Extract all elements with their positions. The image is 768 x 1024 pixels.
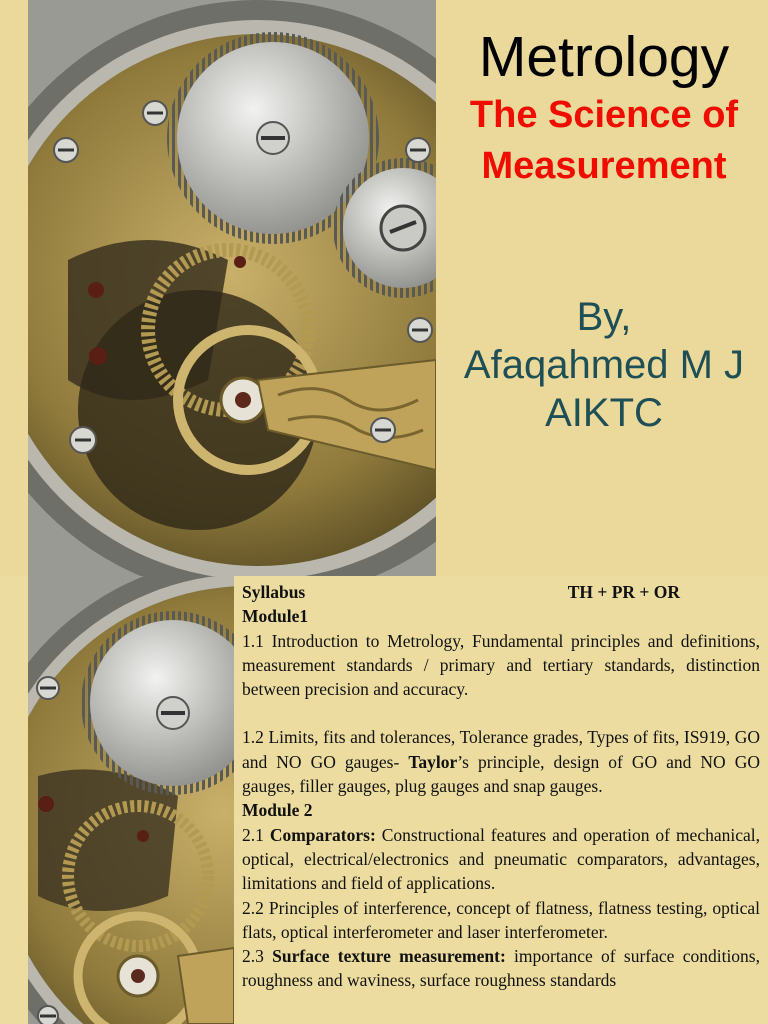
topic-2-1: 2.1 Comparators: Constructional features and operation of mechanical, optical, electrical/electronics and pneumatic comparators, advantages, limitations and field of applications. bbox=[242, 824, 760, 894]
topic-2-3-text: importance of surface conditions, roughness and waviness, surface roughness standards bbox=[242, 946, 760, 991]
pocket-watch-movement-image bbox=[28, 0, 436, 576]
module-2-heading: Module 2 bbox=[242, 800, 313, 821]
pocket-watch-movement-image-small bbox=[28, 576, 234, 1024]
subtitle-line-2: Measurement bbox=[481, 145, 727, 187]
by-label: By, bbox=[576, 295, 632, 339]
topic-1-1: 1.1 Introduction to Metrology, Fundamental principles and definitions, measurement standards / primary and tertiary standards, distinction between precision and accuracy. bbox=[242, 630, 760, 700]
topic-1-2 bbox=[242, 725, 760, 798]
taylor-keyword: Taylor bbox=[408, 751, 458, 772]
scheme-label: TH + PR + OR bbox=[567, 582, 680, 602]
subtitle-line-1: The Science of bbox=[469, 94, 739, 136]
author-byline bbox=[440, 293, 768, 437]
syllabus-label: Syllabus bbox=[242, 582, 306, 602]
topic-1-2-text-a: 1.2 Limits, fits and tolerances, Tolerance grades, Types of fits, IS919, GO and NO GO gauges- bbox=[242, 727, 760, 772]
topic-2-1-text: Constructional features and operation of mechanical, optical, electrical/electronics and pneumatic comparators, advantages, limitations and field of applications. bbox=[242, 824, 760, 894]
topic-2-3: 2.3 Surface texture measurement: importance of surface conditions, roughness and waviness, surface roughness standards bbox=[242, 946, 760, 991]
watch-gears-illustration bbox=[28, 0, 436, 576]
institute-name: AIKTC bbox=[545, 391, 663, 435]
presentation-title: Metrology bbox=[478, 25, 730, 89]
topic-1-2-text-b: ’s principle, design of GO and NO GO gauges, filler gauges, plug gauges and snap gauges. bbox=[242, 751, 760, 797]
comparators-keyword: Comparators: bbox=[269, 824, 376, 845]
syllabus-header bbox=[242, 580, 760, 604]
module-1-heading: Module1 bbox=[242, 606, 309, 627]
watch-gears-illustration-small bbox=[28, 576, 234, 1024]
author-name: Afaqahmed M J bbox=[463, 343, 745, 387]
syllabus-text bbox=[242, 580, 760, 993]
syllabus-slide bbox=[0, 576, 768, 1024]
presentation-subtitle bbox=[440, 90, 768, 192]
surface-texture-keyword: Surface texture measurement: bbox=[272, 946, 506, 967]
topic-2-2: 2.2 Principles of interference, concept of flatness, flatness testing, optical flats, optical interferometer and laser interferometer. bbox=[242, 897, 760, 942]
